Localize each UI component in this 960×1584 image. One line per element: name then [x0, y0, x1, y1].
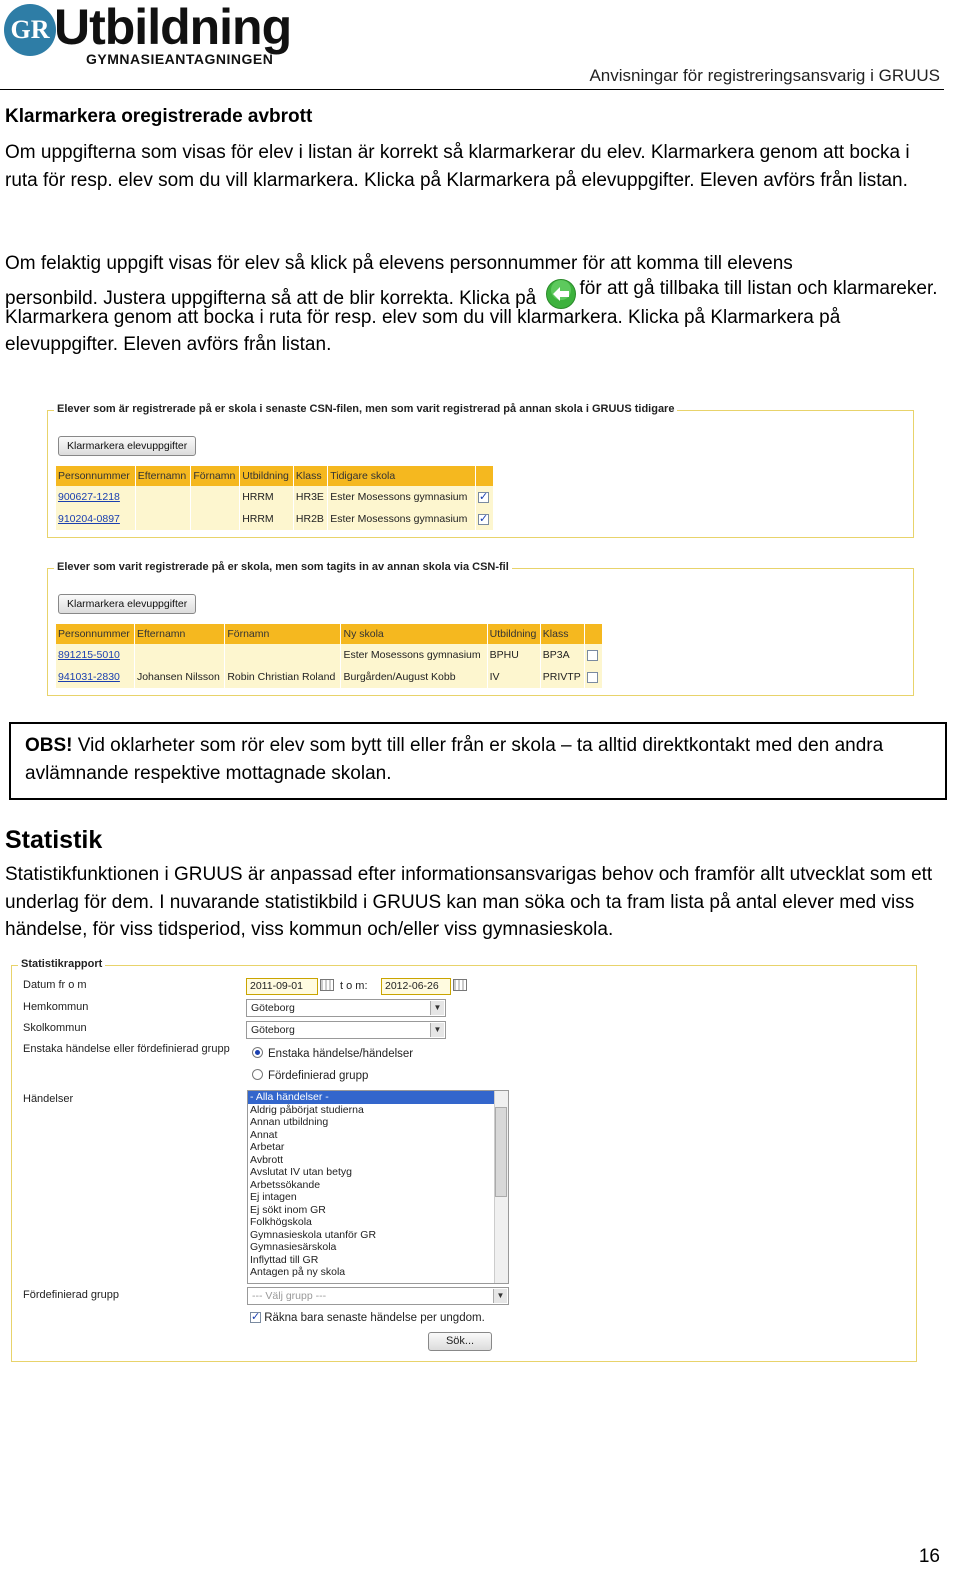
col-check — [476, 466, 494, 486]
efternamn-cell: Johansen Nilsson — [134, 666, 224, 688]
efternamn-cell — [135, 486, 191, 508]
panel-taken-by-other-school — [47, 561, 914, 696]
row-checkbox[interactable] — [587, 650, 598, 661]
event-list-item[interactable]: Ej sökt inom GR — [250, 1203, 326, 1216]
section-heading-statistik: Statistik — [5, 826, 103, 854]
ny-skola-cell: Ester Mosessons gymnasium — [341, 644, 487, 666]
radio-fordefinierad[interactable] — [252, 1069, 368, 1082]
skolkommun-select[interactable] — [246, 1021, 446, 1039]
skolkommun-value: Göteborg — [251, 1024, 295, 1036]
fornamn-cell: Robin Christian Roland — [225, 666, 341, 688]
page-number: 16 — [918, 1546, 940, 1567]
efternamn-cell — [134, 644, 224, 666]
panel-2-table — [56, 624, 603, 688]
col-utbildning: Utbildning — [487, 624, 540, 644]
radio-enstaka-label: Enstaka händelse/händelser — [268, 1048, 414, 1060]
radio-selected-icon — [252, 1047, 263, 1058]
radio-icon — [252, 1069, 263, 1080]
statistikrapport-form — [11, 958, 917, 1362]
event-list-item[interactable]: Avslutat IV utan betyg — [250, 1166, 352, 1178]
paragraph-2-after-icon: för att gå tillbaka till listan och klarmareker. Klarmarkera genom att bocka i ruta för resp. elev som du vill klarmarkera. Klicka på Klarmarkera på elevuppgifter. Eleven avförs från listan. — [5, 277, 938, 355]
panel-2-legend: Elever som varit registrerade på er skola, men som tagits in av annan skola via CSN-fil — [54, 561, 512, 573]
col-klass: Klass — [293, 466, 327, 486]
group-placeholder: --- Välj grupp --- — [252, 1290, 327, 1302]
personnummer-link[interactable]: 941031-2830 — [58, 671, 120, 683]
klass-cell: PRIVTP — [540, 666, 584, 688]
label-datum: Datum fr o m — [23, 979, 87, 991]
calendar-icon[interactable] — [320, 979, 334, 991]
personnummer-link[interactable]: 910204-0897 — [58, 513, 120, 525]
group-select[interactable] — [247, 1287, 509, 1305]
event-list-item[interactable]: Annan utbildning — [250, 1116, 329, 1128]
statistik-paragraph: Statistikfunktionen i GRUUS är anpassad efter informationsansvarigas behov och framför allt utvecklat som ett underlag för dem. I nuvarande statistikbild i GRUUS kan man söka och ta fram lista på antal elever med viss händelse, för viss tidsperiod, viss kommun och/eller viss gymnasieskola. — [5, 864, 933, 940]
klarmarkera-button-2[interactable]: Klarmarkera elevuppgifter — [58, 594, 196, 614]
event-list-item[interactable]: Annat — [250, 1128, 278, 1141]
document-title: Anvisningar för registreringsansvarig i GRUUS — [589, 66, 940, 85]
utbildning-cell: HRRM — [240, 508, 294, 530]
col-fornamn: Förnamn — [191, 466, 240, 486]
count-latest-checkbox[interactable] — [250, 1312, 485, 1324]
event-list-item[interactable]: - Alla händelser - — [248, 1091, 508, 1104]
label-enstaka: Enstaka händelse eller fördefinierad grupp — [23, 1043, 230, 1055]
radio-fordefinierad-label: Fördefinierad grupp — [268, 1070, 369, 1082]
tom-label: t o m: — [340, 980, 368, 992]
hemkommun-value: Göteborg — [251, 1002, 295, 1014]
scrollbar-thumb[interactable] — [495, 1107, 507, 1197]
col-fornamn: Förnamn — [225, 624, 341, 644]
table-row — [56, 508, 494, 530]
event-list-item[interactable]: Arbetar — [250, 1141, 285, 1153]
chevron-down-icon: ▼ — [430, 1001, 444, 1015]
col-efternamn: Efternamn — [135, 466, 191, 486]
stat-legend: Statistikrapport — [18, 958, 105, 970]
col-efternamn: Efternamn — [134, 624, 224, 644]
event-list-item[interactable]: Aldrig påbörjat studierna — [250, 1103, 364, 1116]
col-personnummer: Personnummer — [56, 624, 134, 644]
chevron-down-icon: ▼ — [493, 1289, 507, 1303]
klass-cell: BP3A — [540, 644, 584, 666]
ny-skola-cell: Burgården/August Kobb — [341, 666, 487, 688]
fornamn-cell — [225, 644, 341, 666]
paragraph-2-before-icon: personbild. Justera uppgifterna så att de blir korrekta. Klicka på — [5, 287, 537, 309]
event-list — [248, 1091, 508, 1279]
event-list-item[interactable]: Gymnasiesärskola — [250, 1241, 337, 1253]
obs-label: OBS! — [25, 735, 73, 756]
utbildning-cell: IV — [487, 666, 540, 688]
fornamn-cell — [191, 486, 240, 508]
event-list-item[interactable]: Inflyttad till GR — [250, 1253, 319, 1266]
panel-1-legend: Elever som är registrerade på er skola i senaste CSN-filen, men som varit registrerad på annan skola i GRUUS tidigare — [54, 403, 677, 415]
row-checkbox[interactable] — [478, 492, 489, 503]
klass-cell: HR3E — [293, 486, 327, 508]
event-list-item[interactable]: Avbrott — [250, 1153, 284, 1166]
skola-cell: Ester Mosessons gymnasium — [328, 486, 476, 508]
back-arrow-icon — [545, 278, 577, 310]
row-checkbox[interactable] — [478, 514, 489, 525]
obs-text: Vid oklarheter som rör elev som bytt till eller från er skola – ta alltid direktkontakt med den andra avlämnande respektive mottagnade skolan. — [25, 735, 884, 784]
personnummer-link[interactable]: 900627-1218 — [58, 491, 120, 503]
date-from-input[interactable]: 2011-09-01 — [246, 978, 318, 995]
panel-1-table — [56, 466, 494, 530]
handelser-listbox[interactable] — [247, 1090, 509, 1284]
checkbox-icon — [250, 1312, 261, 1323]
chevron-down-icon: ▼ — [430, 1023, 444, 1037]
obs-note-box — [9, 722, 947, 800]
col-personnummer: Personnummer — [56, 466, 135, 486]
col-tidigare-skola: Tidigare skola — [328, 466, 476, 486]
section-heading-klarmarkera: Klarmarkera oregistrerade avbrott — [5, 106, 313, 127]
label-skolkommun: Skolkommun — [23, 1022, 87, 1034]
table-row — [56, 486, 494, 508]
search-button[interactable]: Sök... — [428, 1332, 492, 1351]
utbildning-cell: BPHU — [487, 644, 540, 666]
col-ny-skola: Ny skola — [341, 624, 487, 644]
label-hemkommun: Hemkommun — [23, 1001, 89, 1013]
logo-word: Utbildning — [54, 0, 292, 55]
utbildning-cell: HRRM — [240, 486, 294, 508]
event-list-item[interactable]: Gymnasieskola utanför GR — [250, 1228, 377, 1241]
table-row — [56, 666, 603, 688]
radio-enstaka[interactable] — [252, 1047, 413, 1060]
efternamn-cell — [135, 508, 191, 530]
event-list-item[interactable]: Arbetssökande — [250, 1178, 321, 1191]
count-latest-label: Räkna bara senaste händelse per ungdom. — [264, 1312, 485, 1324]
table-row — [56, 644, 603, 666]
skola-cell: Ester Mosessons gymnasium — [328, 508, 476, 530]
logo-subtitle: GYMNASIEANTAGNINGEN — [86, 51, 274, 67]
col-utbildning: Utbildning — [240, 466, 294, 486]
gr-logo-mark: GR — [4, 4, 56, 56]
paragraph-1: Om uppgifterna som visas för elev i listan är korrekt så klarmarkerar du elev. Klarmarkera genom att bocka i ruta för resp. elev som du vill klarmarkera. Klicka på Klarmarkera på elevuppgifter. Eleven avförs från listan. — [5, 142, 910, 191]
col-check — [585, 624, 603, 644]
fornamn-cell — [191, 508, 240, 530]
row-checkbox[interactable] — [587, 672, 598, 683]
scrollbar[interactable] — [494, 1091, 508, 1283]
paragraph-2 — [5, 250, 945, 369]
calendar-icon[interactable] — [453, 979, 467, 991]
label-handelser: Händelser — [23, 1093, 74, 1105]
event-list-item[interactable]: Antagen på ny skola — [250, 1266, 346, 1278]
event-list-item[interactable]: Folkhögskola — [250, 1216, 312, 1228]
header-divider — [0, 89, 944, 90]
personnummer-link[interactable]: 891215-5010 — [58, 649, 120, 661]
paragraph-2-line1: Om felaktig uppgift visas för elev så klick på elevens personnummer för att komma till elevens — [5, 253, 793, 274]
gr-utbildning-logo — [4, 0, 324, 67]
klarmarkera-button-1[interactable]: Klarmarkera elevuppgifter — [58, 436, 196, 456]
hemkommun-select[interactable] — [246, 999, 446, 1017]
panel-registered-elsewhere — [47, 403, 914, 538]
col-klass: Klass — [540, 624, 584, 644]
event-list-item[interactable]: Ej intagen — [250, 1191, 297, 1203]
date-to-input[interactable]: 2012-06-26 — [381, 978, 451, 995]
klass-cell: HR2B — [293, 508, 327, 530]
label-fordef-grupp: Fördefinierad grupp — [23, 1289, 120, 1301]
